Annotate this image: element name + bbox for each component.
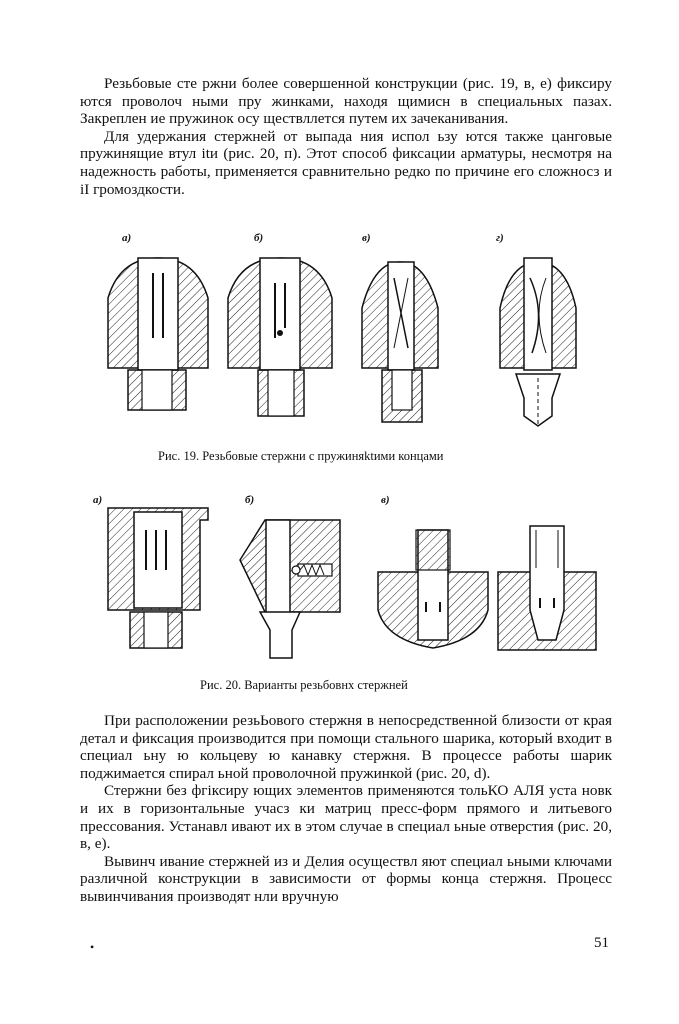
figure20-drawing [100, 490, 600, 670]
paragraph: Резьбовые сте ржни более совершенной конструкции (рис. 19, в, е) фиксиру ются проволоч ными пру жинками, находя щимисн в специальных пазах. Закреплен ие пружинок осу ществллется путем их зачеканивания. [80, 75, 612, 128]
figure20-caption: Рис. 20. Варианты резьбовнх стержней [200, 678, 408, 692]
paragraph: Стержни без фгiксиру ющих элементов применяются тольКО АЛЯ уста новк и их в горизонтальные учасз ки матриц пресс-форм прямого и литьевого прессования. Устанавл ивают их в этом случае в специал ьные отверстия (рис. 20, в, е). [80, 782, 612, 853]
figure19-label-a: а) [122, 232, 132, 244]
figure19-drawing [100, 228, 600, 438]
figure19-part-d [500, 258, 576, 426]
figure19-part-c [362, 262, 438, 422]
figure20-part-b [240, 520, 340, 658]
figure20-label-b: б) [245, 494, 255, 506]
figure19-label-c: в) [362, 232, 371, 244]
figure19-caption: Рис. 19. Резьбовые стержни с пружиняktими концами [158, 449, 444, 463]
figure19-part-b [228, 258, 332, 416]
figure20-label-a: а) [93, 494, 103, 506]
bottom-text-block [80, 712, 612, 906]
page-number: 51 [594, 935, 609, 951]
figure19-label-b: б) [254, 232, 264, 244]
paragraph: Вывинч ивание стержней из и Делия осуществл яют специал ьными ключами различной конструкции в зависимости от формы конца стержня. Процесс вывинчивания производят нли вручную [80, 852, 612, 905]
top-text-block [80, 75, 612, 198]
figure20-label-c: в) [381, 494, 390, 506]
paragraph: Для удержания стержней от выпада ния испол ьзу ются также цанговые пружинящие втул itи (рис. 20, п). Этот способ фиксации арматуры, несмотря на надежность работы, применяется сравнительно редко по причине его сложносз и iI громоздкости. [80, 127, 612, 198]
figure19-part-a [108, 258, 208, 410]
figure19-label-d: г) [496, 232, 504, 244]
paragraph: При расположении резьЬового стержня в непосредственной близости от края детал и фиксация производится при помощи стального шарика, который входит в специал ьну ю кольцеву ю канавку стержня. В процессе работы шарик поджимается спирал ьной проволочной пружинкой (рис. 20, d). [80, 712, 612, 782]
figure20-part-c-right [498, 526, 596, 650]
figure20-part-c-left [378, 530, 488, 648]
figure20-part-a [108, 508, 208, 648]
footer-bullet: • [90, 940, 95, 954]
